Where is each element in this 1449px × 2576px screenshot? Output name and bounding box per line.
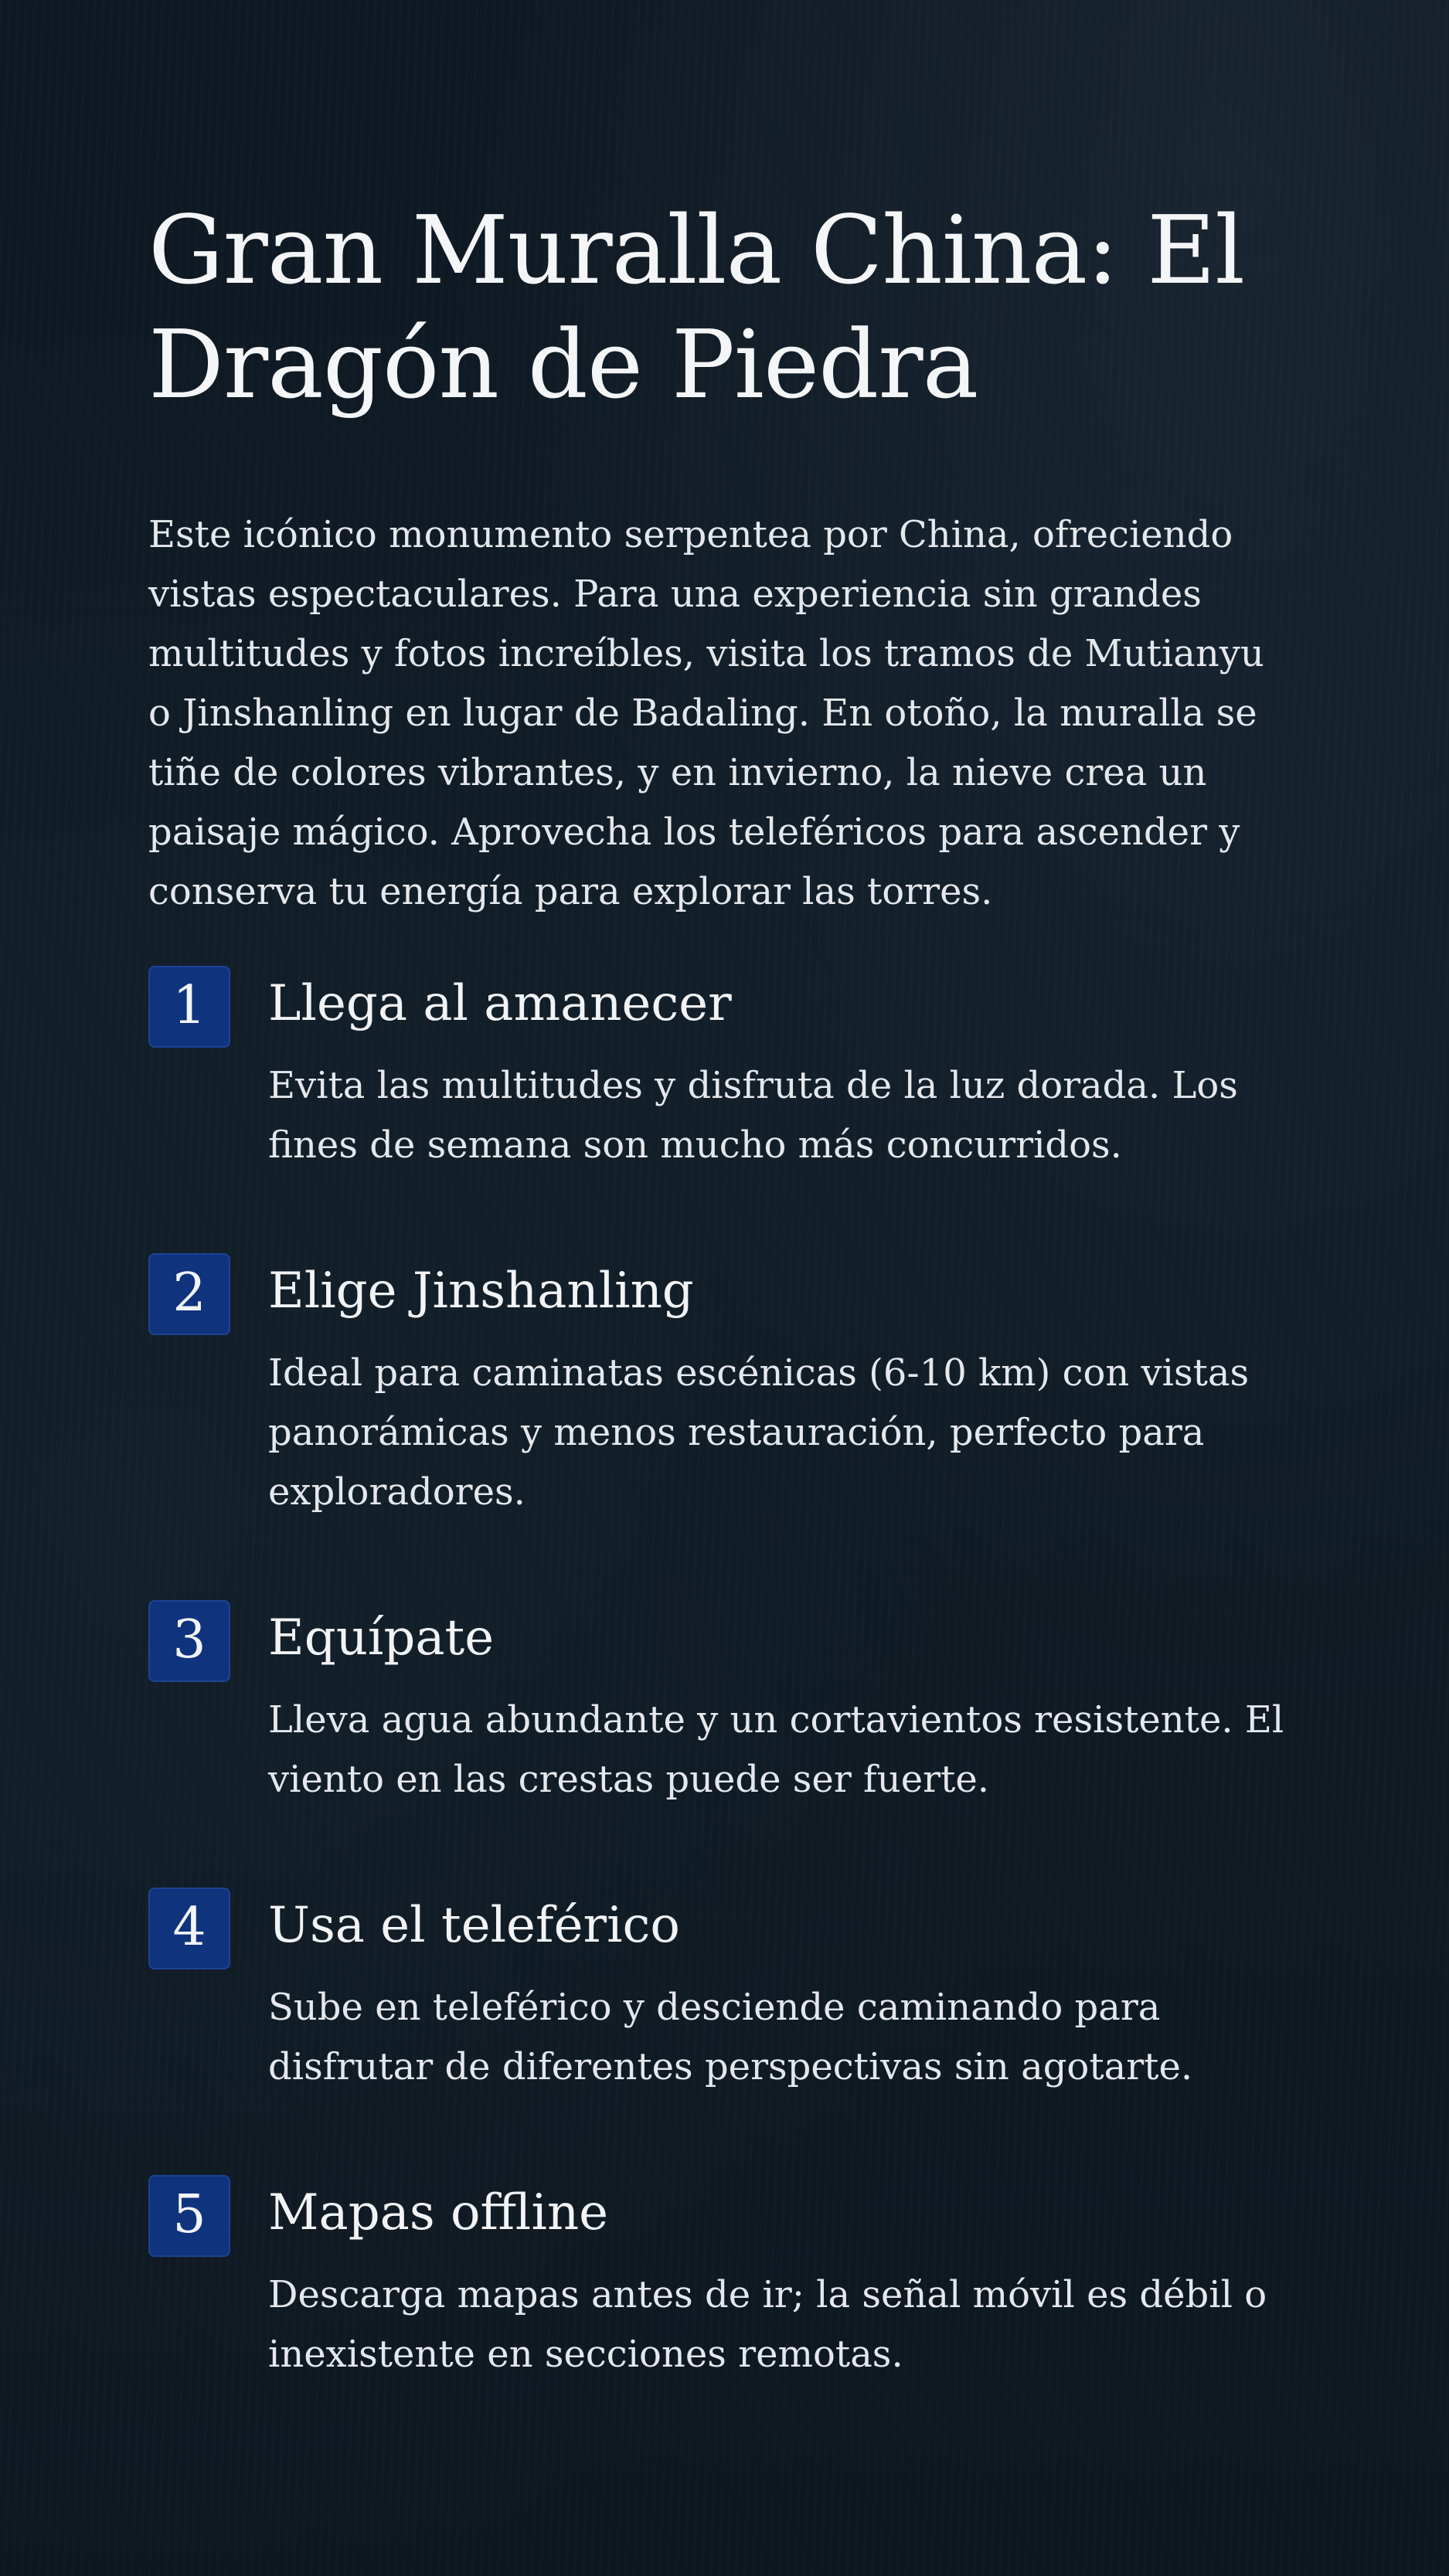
tip-item-5	[148, 2173, 1292, 2384]
tips-list	[148, 963, 1292, 2384]
tip-item-4	[148, 1885, 1292, 2097]
tip-description: Lleva agua abundante y un cortavientos resistente. El viento en las crestas puede ser fuerte.	[268, 1698, 1284, 1801]
main-content	[148, 193, 1292, 2460]
tip-title: Llega al amanecer	[268, 975, 732, 1032]
tip-item-1	[148, 963, 1292, 1175]
tip-description: Evita las multitudes y disfruta de la luz dorada. Los fines de semana son mucho más concurridos.	[268, 1064, 1238, 1167]
tip-title: Usa el teleférico	[268, 1897, 680, 1954]
tip-title: Mapas offline	[268, 2184, 609, 2241]
tip-item-3	[148, 1598, 1292, 1810]
tip-number-badge: 3	[148, 1600, 230, 1682]
page-title: Gran Muralla China: El Dragón de Piedra	[148, 195, 1245, 420]
tip-description: Sube en teleférico y desciende caminando para disfrutar de diferentes perspectivas sin agotarte.	[268, 1986, 1193, 2088]
tip-number-badge: 1	[148, 966, 230, 1048]
tip-item-2	[148, 1251, 1292, 1522]
tip-number-badge: 2	[148, 1253, 230, 1335]
tip-number-badge: 5	[148, 2175, 230, 2257]
tip-title: Elige Jinshanling	[268, 1263, 694, 1320]
tip-title: Equípate	[268, 1609, 495, 1667]
tip-description: Descarga mapas antes de ir; la señal móvil es débil o inexistente en secciones remotas.	[268, 2273, 1267, 2376]
intro-paragraph: Este icónico monumento serpentea por China, ofreciendo vistas espectaculares. Para una experiencia sin grandes multitudes y fotos increíbles, visita los tramos de Mutianyu o Jinshanling en lugar de Badaling. En otoño, la muralla se tiñe de colores vibrantes, y en invierno, la nieve crea un paisaje mágico. Aprovecha los teleféricos para ascender y conserva tu energía para explorar las torres.	[148, 513, 1264, 913]
tip-description: Ideal para caminatas escénicas (6-10 km) con vistas panorámicas y menos restauración, perfecto para exploradores.	[268, 1351, 1250, 1514]
tip-number-badge: 4	[148, 1888, 230, 1969]
